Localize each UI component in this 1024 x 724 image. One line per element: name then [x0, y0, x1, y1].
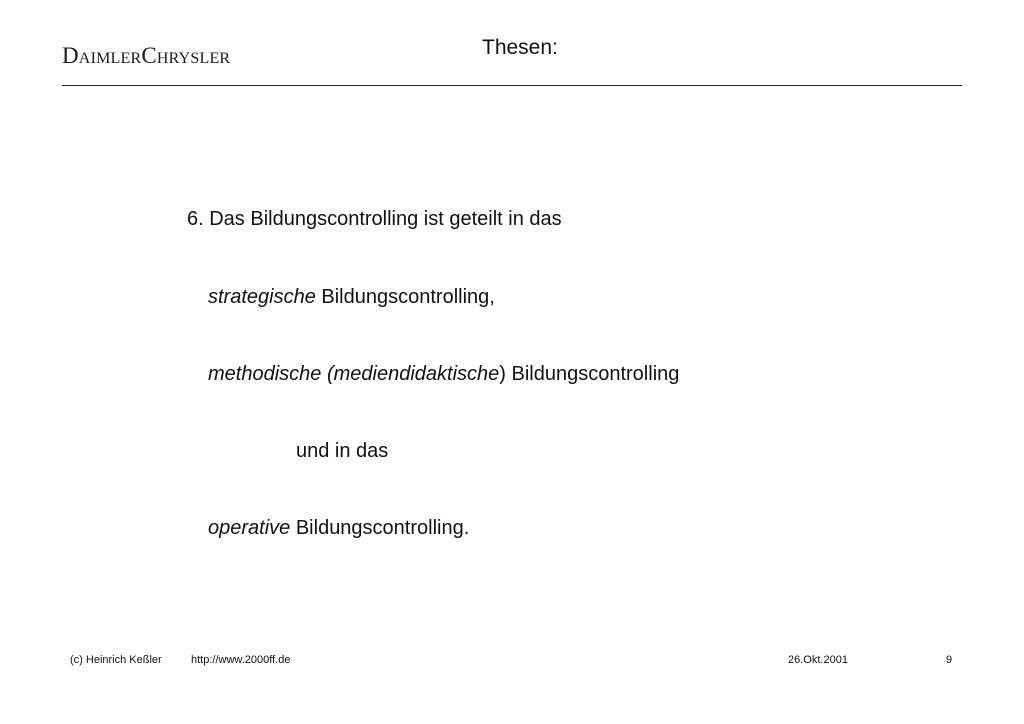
footer-author: (c) Heinrich Keßler — [70, 654, 162, 666]
company-logo: DaimlerChrysler — [62, 43, 231, 68]
footer-url: http://www.2000ff.de — [191, 654, 291, 666]
strategic-term: strategische — [208, 286, 316, 308]
methodical-term: methodische (mediendidaktische — [208, 363, 500, 385]
thesis-line-intro: 6. Das Bildungscontrolling ist geteilt in das — [187, 208, 562, 230]
thesis-line-operative — [208, 517, 469, 540]
thesis-line-strategic — [208, 286, 495, 309]
page-title: Thesen: — [482, 36, 558, 59]
methodical-rest: ) Bildungscontrolling — [499, 363, 680, 385]
operative-rest: Bildungscontrolling. — [290, 517, 470, 539]
footer-page-number: 9 — [946, 654, 953, 666]
thesis-line-connector: und in das — [296, 440, 389, 462]
operative-term: operative — [208, 517, 291, 539]
footer-date: 26.Okt.2001 — [788, 654, 848, 666]
strategic-rest: Bildungscontrolling, — [315, 286, 495, 308]
thesis-line-methodical — [208, 363, 679, 386]
header-divider — [62, 85, 962, 86]
